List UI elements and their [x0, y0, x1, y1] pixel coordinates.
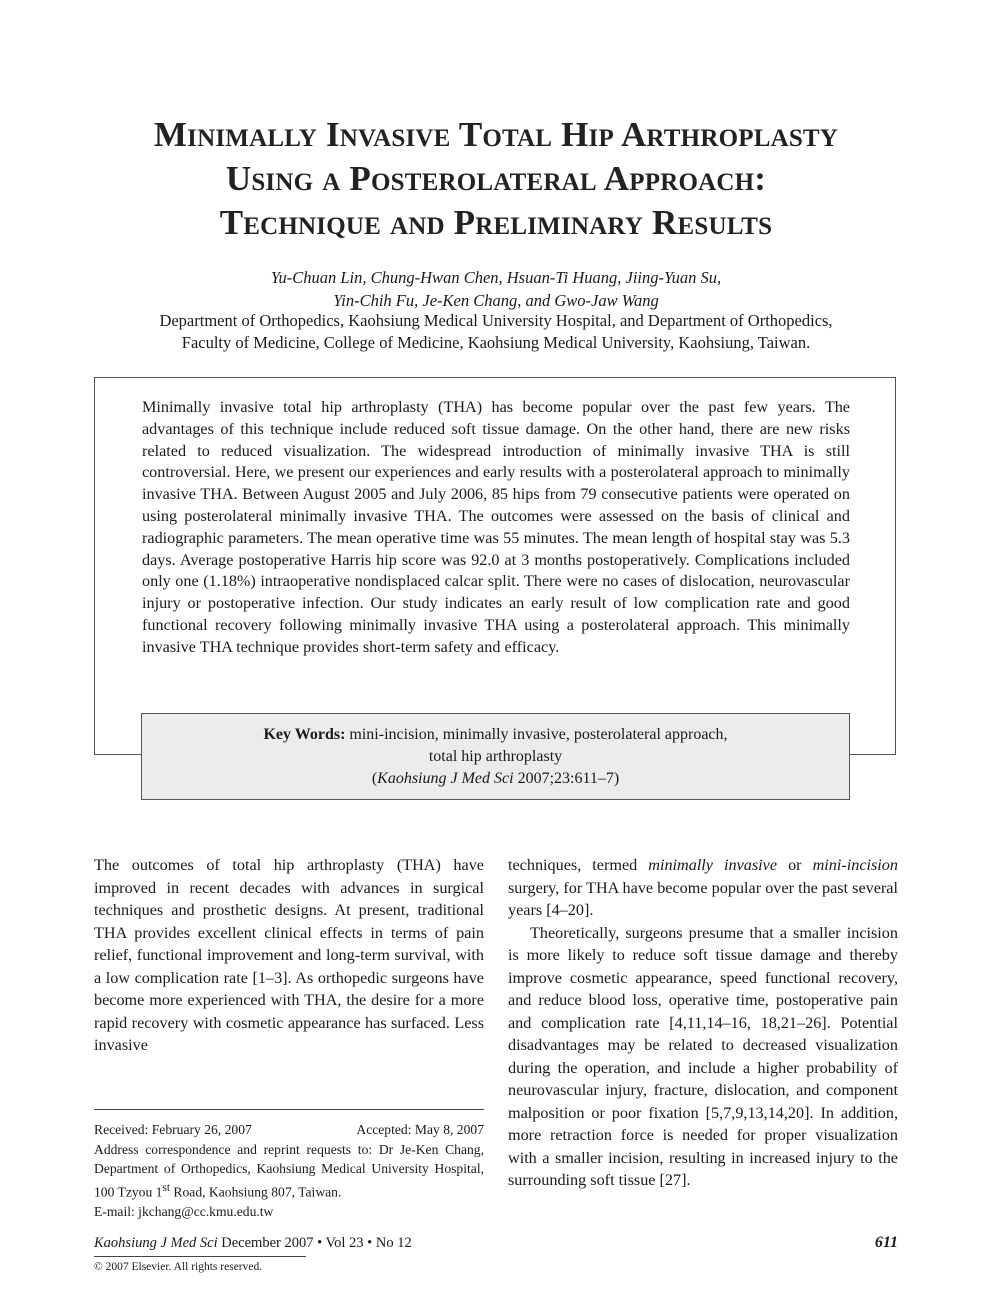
affiliation	[40, 310, 952, 354]
footer-journal: Kaohsiung J Med Sci	[94, 1235, 218, 1251]
affiliation-line-1: Department of Orthopedics, Kaohsiung Medical University Hospital, and Department of Orthopedics,	[159, 311, 833, 330]
accepted-date: Accepted: May 8, 2007	[356, 1122, 484, 1137]
intro-paragraph-2: Theoretically, surgeons presume that a smaller incision is more likely to reduce soft tissue damage and thereby improve cosmetic appearance, speed functional recovery, and reduce blood loss, operative time, postoperative pain and complication rate [4,11,14–16, 18,21–26]. Potential disadvantages may be related to decreased visualization during the operation, and include a higher probability of neurovascular injury, fracture, dislocation, and component malposition or poor fixation [5,7,9,13,14,20]. In addition, more retraction force is needed for proper visualization with a smaller incision, resulting in increased injury to the surrounding soft tissue [27].	[508, 923, 898, 1189]
footer-divider	[94, 1256, 306, 1257]
footnote-dates	[94, 1120, 484, 1140]
term-minimally-invasive: minimally invasive	[648, 856, 778, 874]
keywords-line-1	[142, 724, 849, 746]
authors-line-1: Yu-Chuan Lin, Chung-Hwan Chen, Hsuan-Ti Huang, Jiing-Yuan Su,	[270, 268, 722, 287]
affiliation-line-2: Faculty of Medicine, College of Medicine, Kaohsiung Medical University, Kaohsiung, Taiwan.	[181, 333, 811, 352]
citation-open: (	[371, 769, 378, 787]
keywords-text-1: mini-incision, minimally invasive, posterolateral approach,	[349, 726, 728, 743]
title-line-1: Minimally Invasive Total Hip Arthroplasty	[153, 115, 839, 154]
p1-text-c: surgery, for THA have become popular over the past several years [4–20].	[508, 878, 898, 919]
p1-text-b: or	[777, 856, 813, 874]
title-line-2: Using a Posterolateral Approach:	[225, 159, 767, 198]
keywords-line-2: total hip arthroplasty	[428, 747, 563, 765]
authors-line-2: Yin-Chih Fu, Je-Ken Chang, and Gwo-Jaw Wang	[333, 291, 659, 310]
address-sup: st	[162, 1181, 171, 1194]
citation-journal: Kaohsiung J Med Sci	[377, 769, 514, 787]
address-text-a: Address correspondence and reprint requests to: Dr Je-Ken Chang, Department of Orthopedics, Kaohsiung Medical University Hospital, 100 Tzyou 1	[94, 1141, 484, 1200]
body-column-left	[94, 854, 484, 1057]
title-line-3: Technique and Preliminary Results	[219, 203, 773, 242]
correspondence-email: E-mail: jkchang@cc.kmu.edu.tw	[94, 1203, 274, 1219]
keywords-box	[141, 713, 850, 800]
footnote	[94, 1120, 484, 1221]
received-date: Received: February 26, 2007	[94, 1122, 252, 1137]
p1-text-a: techniques, termed	[508, 856, 649, 874]
citation-line	[142, 768, 849, 790]
body-column-right	[508, 854, 898, 1192]
footnote-divider	[94, 1109, 484, 1110]
correspondence-address	[94, 1140, 484, 1202]
article-title	[60, 113, 932, 245]
page-number: 611	[874, 1234, 898, 1251]
address-text-b: Road, Kaohsiung 807, Taiwan.	[170, 1184, 342, 1200]
abstract-text: Minimally invasive total hip arthroplasty (THA) has become popular over the past few years. The advantages of this technique include reduced soft tissue damage. On the other hand, there are new risks related to reduced visualization. The widespread introduction of minimally invasive THA is still controversial. Here, we present our experiences and early results with a posterolateral approach to minimally invasive THA. Between August 2005 and July 2006, 85 hips from 79 consecutive patients were operated on using posterolateral minimally invasive THA. The outcomes were assessed on the basis of clinical and radiographic parameters. The mean operative time was 55 minutes. The mean length of hospital stay was 5.3 days. Average postoperative Harris hip score was 92.0 at 3 months postoperatively. Complications included only one (1.18%) intraoperative nondisplaced calcar split. There were no cases of dislocation, neurovascular injury or postoperative infection. Our study indicates an early result of low complication rate and good functional recovery following minimally invasive THA using a posterolateral approach. This minimally invasive THA technique provides short-term safety and efficacy.	[142, 398, 850, 656]
keywords-label: Key Words:	[263, 726, 346, 743]
footer-issue: December 2007 • Vol 23 • No 12	[217, 1235, 412, 1251]
intro-paragraph-1-cont	[508, 854, 898, 922]
running-footer	[94, 1235, 412, 1252]
author-list	[40, 266, 952, 312]
intro-paragraph-1: The outcomes of total hip arthroplasty (THA) have improved in recent decades with advances in surgical techniques and prosthetic designs. At present, traditional THA provides excellent clinical effects in terms of pain relief, functional improvement and long-term survival, with a low complication rate [1–3]. As orthopedic surgeons have become more experienced with THA, the desire for a more rapid recovery with cosmetic appearance has surfaced. Less invasive	[94, 856, 484, 1054]
term-mini-incision: mini-incision	[812, 856, 898, 874]
copyright-notice: © 2007 Elsevier. All rights reserved.	[94, 1261, 263, 1273]
citation-rest: 2007;23:611–7)	[513, 769, 620, 787]
